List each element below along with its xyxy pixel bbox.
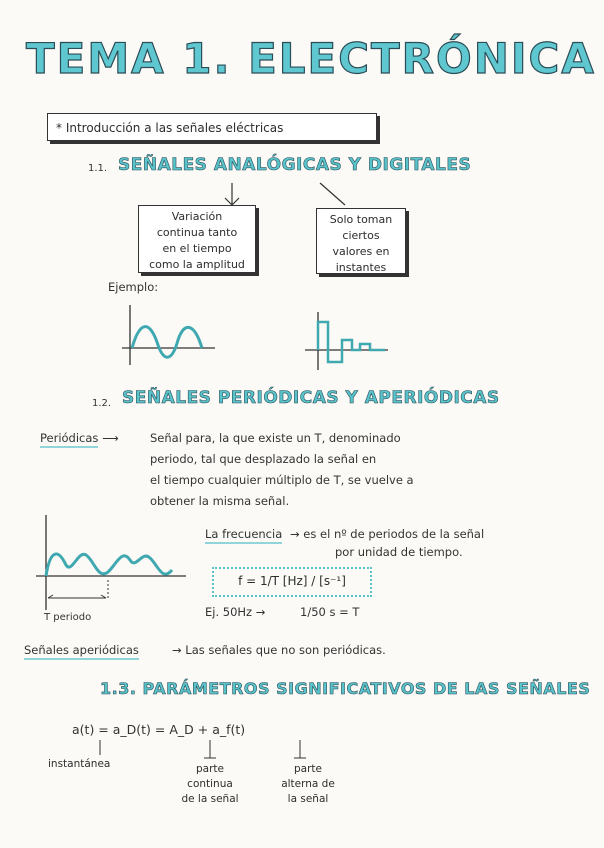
freq-def-line: por unidad de tiempo. xyxy=(335,545,463,559)
label-line: alterna de xyxy=(281,778,335,790)
label-line: de la señal xyxy=(181,793,239,805)
section-number: 1.1. xyxy=(88,163,108,174)
ac-part-label xyxy=(268,762,348,807)
intro-box: * Introducción a las señales eléctricas xyxy=(47,113,377,141)
analog-line: continua tanto xyxy=(156,226,238,239)
periodic-def-line: periodo, tal que desplazado la señal en xyxy=(150,452,377,466)
label-line: continua xyxy=(187,778,233,790)
dc-part-label xyxy=(170,762,250,807)
periodic-term-text: Periódicas xyxy=(40,431,98,448)
digital-line: Solo toman xyxy=(329,213,393,226)
page-title: TEMA 1. ELECTRÓNICA xyxy=(26,34,596,83)
instantaneous-label xyxy=(48,757,110,772)
freq-def-line: → es el nº de periodos de la señal xyxy=(290,527,485,541)
periodic-def-line: el tiempo cualquier múltiplo de T, se vuelve a xyxy=(150,473,414,487)
section-heading: SEÑALES PERIÓDICAS Y APERIÓDICAS xyxy=(122,388,500,408)
frequency-example: Ej. 50Hz → xyxy=(205,605,266,619)
label-line: instantánea xyxy=(48,758,111,770)
digital-line: instantes xyxy=(335,261,387,274)
digital-line: ciertos xyxy=(342,229,380,242)
arrow-icon: ⟶ xyxy=(102,431,119,445)
section-number: 1.2. xyxy=(92,398,112,409)
example-label: Ejemplo: xyxy=(108,280,159,294)
frequency-formula: f = 1/T [Hz] / [s⁻¹] xyxy=(212,567,372,597)
section-heading-text: PARÁMETROS SIGNIFICATIVOS DE LAS SEÑALES xyxy=(142,679,591,698)
section-number: 1.3. xyxy=(100,679,137,698)
aperiodic-def: → Las señales que no son periódicas. xyxy=(172,643,386,657)
frequency-example-result: 1/50 s = T xyxy=(300,605,360,619)
label-line: parte xyxy=(294,763,322,775)
signal-equation: a(t) = a_D(t) = A_D + a_f(t) xyxy=(72,722,246,737)
label-line: la señal xyxy=(287,793,329,805)
analog-line: Variación xyxy=(171,210,223,223)
periodic-def-line: obtener la misma señal. xyxy=(150,494,290,508)
analog-line: como la amplitud xyxy=(149,258,245,271)
section-heading: SEÑALES ANALÓGICAS Y DIGITALES xyxy=(118,155,472,175)
aperiodic-term-text: Señales aperiódicas xyxy=(24,643,139,660)
periodic-def-line: Señal para, la que existe un T, denominado xyxy=(150,431,401,445)
digital-line: valores en xyxy=(332,245,390,258)
label-line: parte xyxy=(196,763,224,775)
period-label: T periodo xyxy=(44,612,92,623)
analog-line: en el tiempo xyxy=(162,242,232,255)
freq-term-text: La frecuencia xyxy=(205,527,282,544)
